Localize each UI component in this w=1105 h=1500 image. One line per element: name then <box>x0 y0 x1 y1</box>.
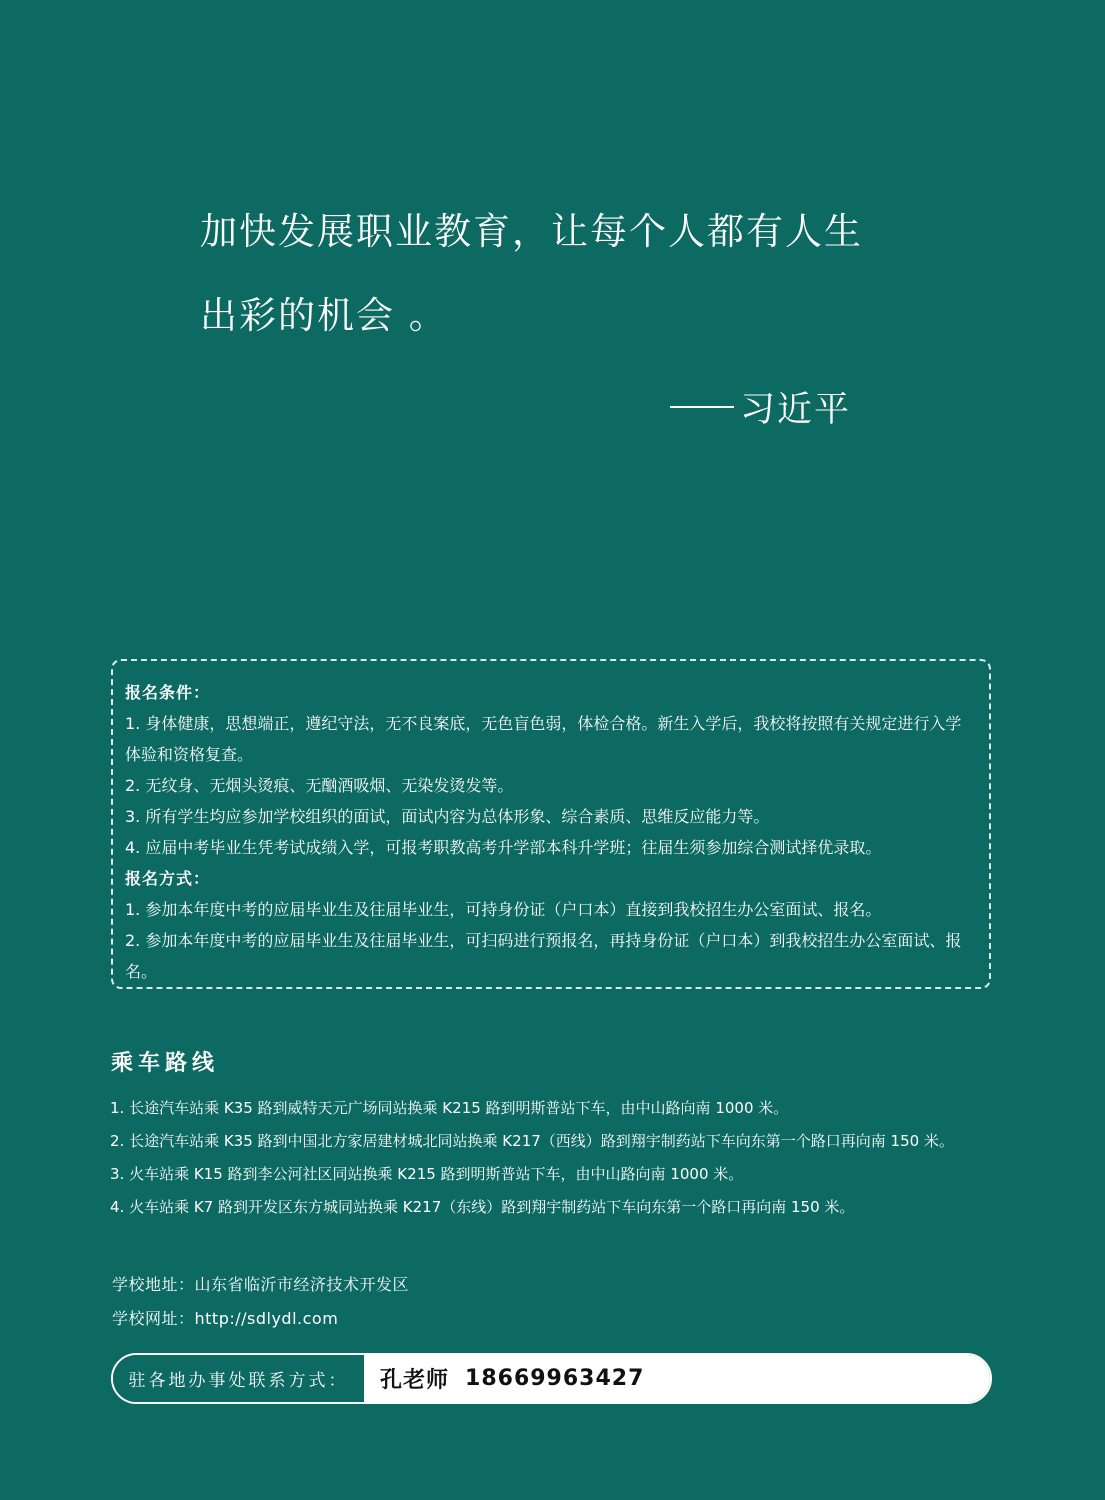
requirements-box <box>111 659 991 989</box>
contact-label: 驻各地办事处联系方式： <box>113 1355 364 1402</box>
school-address: 学校地址：山东省临沂市经济技术开发区 <box>112 1275 410 1294</box>
condition-item: 4. 应届中考毕业生凭考试成绩入学，可报考职教高考升学部本科升学班；往届生须参加综合测试择优录取。 <box>125 838 882 857</box>
route-item: 2. 长途汽车站乘 K35 路到中国北方家居建材城北同站换乘 K217（西线）路到翔宇制药站下车向东第一个路口再向南 150 米。 <box>110 1132 954 1150</box>
route-item: 3. 火车站乘 K15 路到李公河社区同站换乘 K215 路到明斯普站下车，由中山路向南 1000 米。 <box>110 1165 744 1183</box>
quote-line-1: 加快发展职业教育，让每个人都有人生 <box>200 210 863 253</box>
quote-author <box>670 382 851 432</box>
em-dash-line <box>670 406 734 408</box>
routes-title: 乘车路线 <box>111 1051 220 1076</box>
quote-author-name: 习近平 <box>740 390 852 430</box>
quote-line-2: 出彩的机会 。 <box>200 294 448 337</box>
school-info <box>112 1268 409 1336</box>
contact-name: 孔老师 <box>380 1368 450 1393</box>
quote-block <box>200 208 920 340</box>
condition-item: 2. 无纹身、无烟头烫痕、无酗酒吸烟、无染发烫发等。 <box>125 776 514 795</box>
condition-item: 3. 所有学生均应参加学校组织的面试，面试内容为总体形象、综合素质、思维反应能力等。 <box>125 807 770 826</box>
contact-value <box>364 1355 990 1402</box>
contact-bar <box>111 1353 992 1404</box>
condition-item: 1. 身体健康，思想端正，遵纪守法，无不良案底，无色盲色弱，体检合格。新生入学后，我校将按照有关规定进行入学体验和资格复查。 <box>125 714 962 764</box>
school-website[interactable]: 学校网址：http://sdlydl.com <box>112 1309 339 1328</box>
method-item: 2. 参加本年度中考的应届毕业生及往届毕业生，可扫码进行预报名，再持身份证（户口本）到我校招生办公室面试、报名。 <box>125 931 962 981</box>
routes-list <box>110 1092 1010 1224</box>
route-item: 4. 火车站乘 K7 路到开发区东方城同站换乘 K217（东线）路到翔宇制药站下车向东第一个路口再向南 150 米。 <box>110 1198 855 1216</box>
method-item: 1. 参加本年度中考的应届毕业生及往届毕业生，可持身份证（户口本）直接到我校招生办公室面试、报名。 <box>125 900 882 919</box>
methods-heading: 报名方式： <box>125 869 211 888</box>
route-item: 1. 长途汽车站乘 K35 路到威特天元广场同站换乘 K215 路到明斯普站下车，由中山路向南 1000 米。 <box>110 1099 789 1117</box>
contact-phone[interactable]: 18669963427 <box>465 1366 645 1391</box>
conditions-heading: 报名条件： <box>125 683 211 702</box>
